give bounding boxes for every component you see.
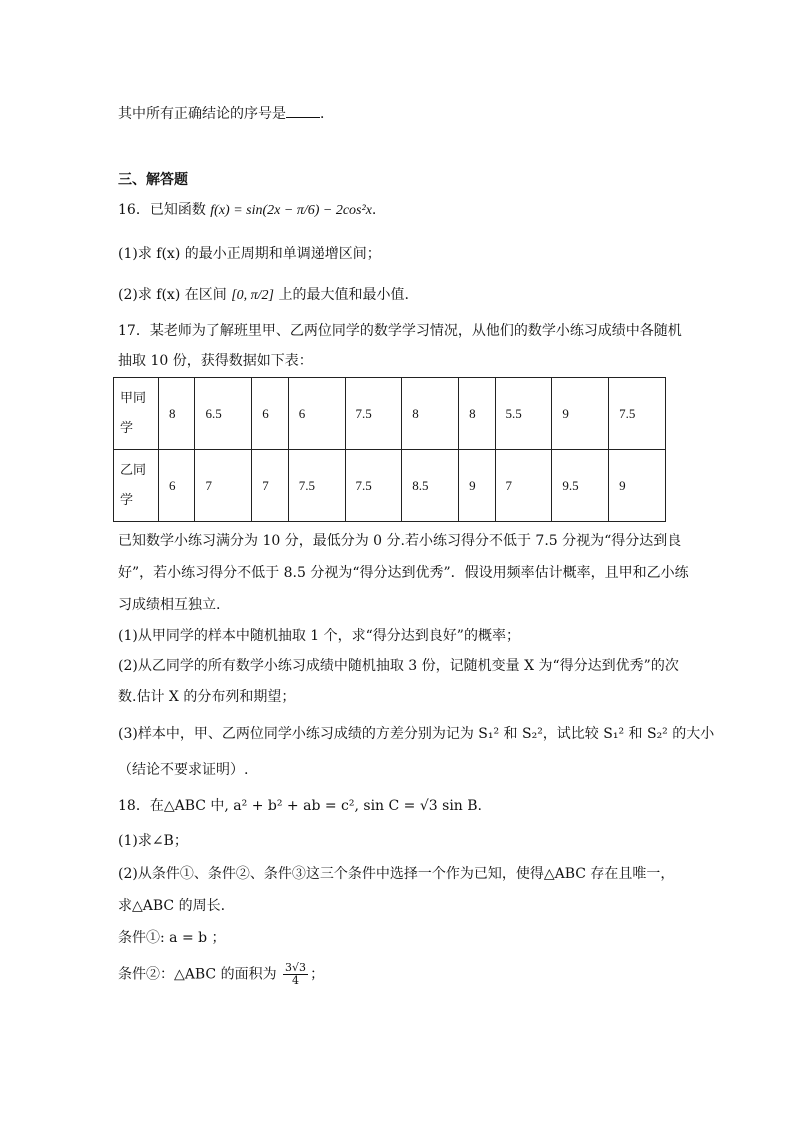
table-cell: 8 [402,378,459,450]
q17-part2-line1: (2)从乙同学的所有数学小练习成绩中随机抽取 3 份，记随机变量 X 为“得分达到优秀”的次 [118,658,679,674]
table-row-jia [114,378,666,450]
q18-part2-line2: 求△ABC 的周长. [118,898,226,914]
q16-stem-suffix: . [371,202,377,218]
table-cell: 7.5 [345,378,402,450]
q17-part1: (1)从甲同学的样本中随机抽取 1 个，求“得分达到良好”的概率； [118,628,520,644]
table-cell: 6 [252,378,288,450]
table-cell: 9 [609,450,666,522]
table-cell: 9 [552,378,609,450]
fraction-numerator: 3√3 [285,961,307,974]
q17-info-line3: 习成绩相互独立. [118,597,221,613]
table-cell: 7.5 [609,378,666,450]
table-cell: 6.5 [195,378,252,450]
q18-part1: (1)求∠B； [118,833,188,849]
q17-stem-line1: 17．某老师为了解班里甲、乙两位同学的数学学习情况，从他们的数学小练习成绩中各随机 [118,323,682,339]
table-cell: 7.5 [288,450,345,522]
q17-part2-line2: 数.估计 X 的分布列和期望； [118,689,296,705]
section-heading: 三、解答题 [118,172,188,188]
q18-stem: 18．在△ABC 中, a² + b² + ab = c², sin C = √3 sin B. [118,798,483,814]
q17-info-line1: 已知数学小练习满分为 10 分，最低分为 0 分.若小练习得分不低于 7.5 分视为“得分达到良 [118,533,682,549]
q16-part2 [118,285,409,306]
table-cell: 9 [459,450,495,522]
q16-part2-suffix: 上的最大值和最小值. [278,287,409,303]
q18-cond2-prefix: 条件②：△ABC 的面积为 [118,966,277,983]
intro-line [118,104,334,124]
table-cell: 7.5 [345,450,402,522]
table-cell: 9.5 [552,450,609,522]
table-cell: 5.5 [495,378,552,450]
q16-formula: f(x) = sin(2x − π/6) − 2cos²x [210,203,372,218]
intro-end: ． [320,106,334,122]
q18-cond2-suffix: ； [310,966,325,983]
q16-part2-prefix: (2)求 f(x) 在区间 [118,287,227,303]
q18-cond2 [118,962,324,987]
row-name: 甲同学 [114,378,159,450]
answer-blank [286,105,320,118]
table-cell: 8 [159,378,195,450]
table-row-yi [114,450,666,522]
scores-table [113,377,666,522]
q16-stem [118,200,376,221]
table-cell: 8 [459,378,495,450]
q16-interval: [0, π/2] [231,288,274,303]
intro-text: 其中所有正确结论的序号是 [118,106,286,122]
q18-cond1: 条件①: a = b ； [118,930,226,946]
table-cell: 7 [495,450,552,522]
row-name: 乙同学 [114,450,159,522]
q17-part3-line1: (3)样本中，甲、乙两位同学小练习成绩的方差分别为记为 S₁² 和 S₂²，试比较 S₁² 和 S₂² 的大小 [118,726,715,742]
q16-part1: (1)求 f(x) 的最小正周期和单调递增区间； [118,246,381,262]
q17-stem-line2: 抽取 10 份，获得数据如下表： [118,353,313,369]
q17-info-line2: 好”，若小练习得分不低于 8.5 分视为“得分达到优秀”．假设用频率估计概率，且甲和乙小练 [118,565,689,581]
table-cell: 6 [159,450,195,522]
table-cell: 6 [288,378,345,450]
q18-part2-line1: (2)从条件①、条件②、条件③这三个条件中选择一个作为已知，使得△ABC 存在且唯一， [118,866,675,882]
table-cell: 7 [195,450,252,522]
table-cell: 7 [252,450,288,522]
q16-stem-prefix: 16．已知函数 [118,202,206,218]
area-fraction [283,962,308,987]
q17-part3-line2: （结论不要求证明）. [118,762,249,778]
fraction-denominator: 4 [292,974,300,987]
table-cell: 8.5 [402,450,459,522]
